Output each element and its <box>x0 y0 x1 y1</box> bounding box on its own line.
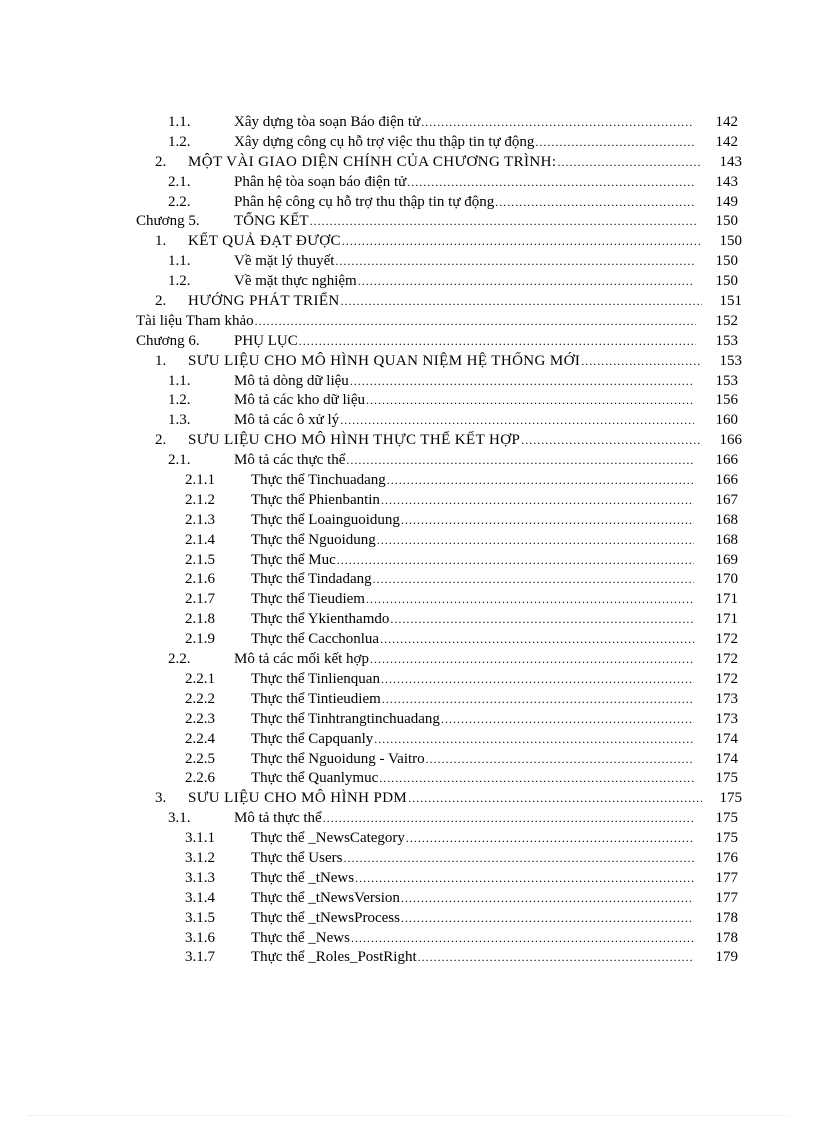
toc-entry-title-line <box>234 173 694 193</box>
toc-entry-page-number: 143 <box>715 173 738 190</box>
toc-entry-title: Thực thể Tindadang <box>251 571 372 588</box>
toc-entry-title: Mô tả các ô xử lý <box>234 412 340 429</box>
toc-entry-title: Thực thể _tNewsVersion <box>251 889 400 906</box>
toc-leader-dots <box>556 153 702 173</box>
toc-entry-title-line <box>234 133 694 153</box>
toc-leader-dots <box>406 173 694 193</box>
toc-entry-title: Thực thể Tinchuadang <box>251 472 386 489</box>
toc-leader-dots <box>420 113 694 133</box>
toc-leader-dots <box>379 630 694 650</box>
toc-entry-title: Thực thể Tintieudiem <box>251 690 381 707</box>
toc-leader-dots <box>400 889 694 909</box>
toc-entry-number: 2.1.1 <box>185 472 215 489</box>
toc-entry-page-number: 178 <box>715 929 738 946</box>
toc-entry-page-number: 150 <box>719 233 742 250</box>
toc-entry-number: 2.2.5 <box>185 750 215 767</box>
toc-entry-number: 2. <box>155 153 167 170</box>
toc-leader-dots <box>322 809 694 829</box>
toc-leader-dots <box>350 929 694 949</box>
toc-entry-page-number: 168 <box>715 531 738 548</box>
toc-entry-title-line <box>251 909 694 929</box>
toc-leader-dots <box>365 590 694 610</box>
toc-entry-page-number: 168 <box>715 511 738 528</box>
toc-entry <box>0 551 816 571</box>
toc-entry-title: Xây dựng công cụ hỗ trợ việc thu thập tin tự động <box>234 133 535 150</box>
toc-entry-title: Về mặt lý thuyết <box>234 253 335 270</box>
toc-entry-title: Thực thể _NewsCategory <box>251 830 405 847</box>
toc-leader-dots <box>534 133 694 153</box>
toc-entry-page-number: 175 <box>715 830 738 847</box>
toc-entry-page-number: 178 <box>715 909 738 926</box>
toc-entry-page-number: 166 <box>715 472 738 489</box>
toc-entry-title: Thực thể _Roles_PostRight <box>251 949 417 966</box>
toc-leader-dots <box>254 312 696 332</box>
toc-entry-title-line <box>188 431 702 451</box>
toc-leader-dots <box>357 272 694 292</box>
toc-entry-number: 2. <box>155 293 167 310</box>
toc-entry-number: 1.2. <box>168 273 191 290</box>
toc-entry-title: Thực thể _tNews <box>251 869 355 886</box>
toc-entry-title-line <box>234 391 694 411</box>
toc-entry-page-number: 176 <box>715 849 738 866</box>
toc-entry-page-number: 169 <box>715 551 738 568</box>
toc-entry-title-line <box>234 252 694 272</box>
toc-entry-title-line <box>251 610 694 630</box>
toc-leader-dots <box>339 411 694 431</box>
toc-entry-number: Chương 5. <box>136 213 200 230</box>
toc-entry-page-number: 173 <box>715 710 738 727</box>
toc-leader-dots <box>407 789 702 809</box>
toc-entry <box>0 829 816 849</box>
toc-entry <box>0 292 816 312</box>
toc-leader-dots <box>380 670 694 690</box>
toc-entry-title: Thực thể Tinlienquan <box>251 670 380 687</box>
toc-entry-number: 1. <box>155 233 167 250</box>
toc-entry-title: Về mặt thực nghiệm <box>234 273 357 290</box>
toc-entry-page-number: 166 <box>719 432 742 449</box>
toc-entry-title: Thực thể Loainguoidung <box>251 511 400 528</box>
toc-entry <box>0 352 816 372</box>
toc-entry <box>0 730 816 750</box>
toc-entry <box>0 232 816 252</box>
toc-entry-title: Thực thể Muc <box>251 551 336 568</box>
toc-entry-title-line <box>234 332 696 352</box>
toc-entry-title-line <box>234 451 694 471</box>
toc-entry-title: Phân hệ công cụ hỗ trợ thu thập tin tự động <box>234 193 495 210</box>
toc-entry-page-number: 152 <box>715 312 738 329</box>
toc-leader-dots <box>349 372 694 392</box>
toc-entry-title-line <box>251 929 694 949</box>
toc-entry-title-line <box>188 232 702 252</box>
toc-entry-number: 2.2. <box>168 651 191 668</box>
toc-leader-dots <box>376 531 694 551</box>
toc-leader-dots <box>400 909 694 929</box>
toc-entry-number: 2.1.6 <box>185 571 215 588</box>
toc-entry-title-line <box>251 531 694 551</box>
toc-entry-title-line <box>251 690 694 710</box>
toc-entry-title-line <box>251 570 694 590</box>
toc-entry-number: 2.2.6 <box>185 770 215 787</box>
toc-entry-title: Thực thể Ykienthamdo <box>251 611 390 628</box>
toc-entry-page-number: 167 <box>715 491 738 508</box>
toc-entry-number: 1.2. <box>168 133 191 150</box>
toc-entry <box>0 650 816 670</box>
toc-leader-dots <box>425 750 694 770</box>
toc-entry <box>0 272 816 292</box>
toc-entry <box>0 372 816 392</box>
toc-entry <box>0 113 816 133</box>
toc-entry-number: 1.3. <box>168 412 191 429</box>
toc-entry-number: 3. <box>155 790 167 807</box>
toc-entry-page-number: 160 <box>715 412 738 429</box>
toc-entry-title-line <box>251 750 694 770</box>
toc-entry <box>0 193 816 213</box>
toc-leader-dots <box>380 491 694 511</box>
toc-entry-page-number: 172 <box>715 670 738 687</box>
toc-entry <box>0 789 816 809</box>
toc-entry-number: 2.2.3 <box>185 710 215 727</box>
toc-entry <box>0 252 816 272</box>
toc-entry-title-line <box>234 212 696 232</box>
toc-entry <box>0 929 816 949</box>
toc-entry-page-number: 142 <box>715 133 738 150</box>
toc-entry-title-line <box>251 511 694 531</box>
toc-entry-title-line <box>234 272 694 292</box>
toc-leader-dots <box>342 849 694 869</box>
toc-entry-title: SƯU LIỆU CHO MÔ HÌNH PDM <box>188 790 408 807</box>
toc-entry-title: MỘT VÀI GIAO DIỆN CHÍNH CỦA CHƯƠNG TRÌNH: <box>188 153 557 170</box>
toc-leader-dots <box>417 948 694 968</box>
toc-entry-title: Thực thể Cacchonlua <box>251 631 380 648</box>
toc-leader-dots <box>386 471 694 491</box>
toc-entry-page-number: 175 <box>715 770 738 787</box>
toc-entry-page-number: 172 <box>715 631 738 648</box>
toc-entry <box>0 750 816 770</box>
toc-entry <box>0 312 816 332</box>
toc-entry <box>0 610 816 630</box>
toc-entry <box>0 391 816 411</box>
toc-entry-number: 2.1. <box>168 452 191 469</box>
toc-leader-dots <box>389 610 694 630</box>
toc-entry-title-line <box>251 730 694 750</box>
toc-entry-number: 2.2.1 <box>185 670 215 687</box>
toc-entry <box>0 889 816 909</box>
toc-leader-dots <box>580 352 702 372</box>
toc-entry-title-line <box>251 769 694 789</box>
toc-entry-title: Thực thể Users <box>251 849 343 866</box>
toc-leader-dots <box>336 551 694 571</box>
toc-leader-dots <box>365 391 694 411</box>
toc-entry-title-line <box>251 889 694 909</box>
toc-entry <box>0 909 816 929</box>
toc-entry-number: 2. <box>155 432 167 449</box>
toc-entry-title: Thực thể Capquanly <box>251 730 374 747</box>
toc-entry-number: 2.1.4 <box>185 531 215 548</box>
toc-entry <box>0 531 816 551</box>
toc-entry-number: 3.1.2 <box>185 849 215 866</box>
toc-leader-dots <box>369 650 694 670</box>
toc-entry-page-number: 172 <box>715 651 738 668</box>
toc-entry-number: 1. <box>155 352 167 369</box>
toc-entry-page-number: 143 <box>719 153 742 170</box>
toc-entry <box>0 511 816 531</box>
toc-entry-title-line <box>188 352 702 372</box>
toc-entry-number: 3.1.1 <box>185 830 215 847</box>
toc-entry-page-number: 170 <box>715 571 738 588</box>
toc-entry <box>0 411 816 431</box>
toc-leader-dots <box>378 769 694 789</box>
toc-entry-title: Thực thể Tieudiem <box>251 591 365 608</box>
toc-entry-page-number: 171 <box>715 611 738 628</box>
toc-entry <box>0 690 816 710</box>
toc-leader-dots <box>440 710 694 730</box>
toc-entry <box>0 173 816 193</box>
toc-entry <box>0 153 816 173</box>
toc-entry-number: 2.2.2 <box>185 690 215 707</box>
toc-entry-page-number: 151 <box>719 293 742 310</box>
toc-entry-title: Mô tả dòng dữ liệu <box>234 372 349 389</box>
toc-entry <box>0 809 816 829</box>
toc-entry-number: 2.1.8 <box>185 611 215 628</box>
toc-entry-title-line <box>234 372 694 392</box>
toc-entry <box>0 630 816 650</box>
toc-entry-title: KẾT QUẢ ĐẠT ĐƯỢC <box>188 233 341 250</box>
toc-leader-dots <box>334 252 694 272</box>
toc-entry-number: 2.1.2 <box>185 491 215 508</box>
toc-entry-page-number: 150 <box>715 253 738 270</box>
toc-entry-title-line <box>251 670 694 690</box>
toc-entry-title: Tài liệu Tham khảo <box>136 312 254 329</box>
toc-entry-page-number: 174 <box>715 750 738 767</box>
toc-entry-title-line <box>188 153 702 173</box>
toc-entry-number: 3.1. <box>168 810 191 827</box>
toc-entry-title-line <box>251 551 694 571</box>
toc-leader-dots <box>341 232 702 252</box>
toc-entry-title: HƯỚNG PHÁT TRIỂN <box>188 293 340 310</box>
toc-leader-dots <box>373 730 694 750</box>
toc-leader-dots <box>309 212 696 232</box>
toc-entry <box>0 471 816 491</box>
toc-entry <box>0 670 816 690</box>
toc-entry-title: SƯU LIỆU CHO MÔ HÌNH THỰC THỂ KẾT HỢP <box>188 432 521 449</box>
toc-entry <box>0 869 816 889</box>
toc-entry-title: Thực thể Phienbantin <box>251 491 380 508</box>
toc-entry-number: 3.1.5 <box>185 909 215 926</box>
toc-leader-dots <box>372 570 694 590</box>
toc-entry-title: TỔNG KẾT <box>234 213 309 230</box>
page-bottom-dotted-rule <box>28 1115 788 1117</box>
toc-entry-title: PHỤ LỤC <box>234 332 298 349</box>
toc-entry-number: 1.1. <box>168 114 191 130</box>
toc-entry-page-number: 166 <box>715 452 738 469</box>
toc-entry-number: 3.1.4 <box>185 889 215 906</box>
toc-entry-number: 3.1.3 <box>185 869 215 886</box>
toc-entry-title-line <box>251 849 694 869</box>
toc-entry-number: 1.1. <box>168 372 191 389</box>
toc-entry-title-line <box>136 312 696 332</box>
toc-entry-title: Thực thể Nguoidung <box>251 531 376 548</box>
toc-entry <box>0 133 816 153</box>
toc-leader-dots <box>494 193 694 213</box>
toc-entry-title: Phân hệ tòa soạn báo điện tử <box>234 173 407 190</box>
toc-entry <box>0 710 816 730</box>
toc-entry-title-line <box>234 193 694 213</box>
toc-entry-page-number: 142 <box>715 114 738 130</box>
toc-entry-number: 1.2. <box>168 392 191 409</box>
toc-entry-title-line <box>188 789 702 809</box>
toc-entry-title: Thực thể _tNewsProcess <box>251 909 400 926</box>
toc-entry <box>0 332 816 352</box>
toc-entry-title: Thực thể Nguoidung - Vaitro <box>251 750 425 767</box>
toc-entry-number: Chương 6. <box>136 332 200 349</box>
toc-entry-number: 2.1. <box>168 173 191 190</box>
toc-entry-title-line <box>251 948 694 968</box>
toc-entry-number: 2.2.4 <box>185 730 215 747</box>
toc-entry-title: Mô tả thực thể <box>234 810 322 827</box>
toc-entry-page-number: 150 <box>715 213 738 230</box>
toc-entry-number: 2.2. <box>168 193 191 210</box>
toc-leader-dots <box>340 292 702 312</box>
toc-entry-title-line <box>251 869 694 889</box>
toc-entry-page-number: 173 <box>715 690 738 707</box>
toc-entry <box>0 570 816 590</box>
toc-entry-page-number: 179 <box>715 949 738 966</box>
toc-entry-title: Thực thể Quanlymuc <box>251 770 379 787</box>
toc-entry-page-number: 175 <box>715 810 738 827</box>
toc-leader-dots <box>381 690 694 710</box>
toc-entry-page-number: 156 <box>715 392 738 409</box>
toc-entry-page-number: 175 <box>719 790 742 807</box>
toc-entry <box>0 431 816 451</box>
toc-entry-page-number: 149 <box>715 193 738 210</box>
toc-entry-page-number: 150 <box>715 273 738 290</box>
toc-entry-title-line <box>234 411 694 431</box>
toc-leader-dots <box>405 829 694 849</box>
toc-entry-number: 2.1.7 <box>185 591 215 608</box>
toc-entry-page-number: 171 <box>715 591 738 608</box>
toc-entry-title-line <box>251 710 694 730</box>
toc-leader-dots <box>520 431 702 451</box>
toc-entry-title: Thực thể Tinhtrangtinchuadang <box>251 710 440 727</box>
toc-entry-page-number: 174 <box>715 730 738 747</box>
toc-entry-title-line <box>234 113 694 133</box>
toc-entry-number: 3.1.7 <box>185 949 215 966</box>
toc-entry-number: 2.1.5 <box>185 551 215 568</box>
toc-entry-title: Mô tả các mối kết hợp <box>234 651 369 668</box>
toc-entry-number: 1.1. <box>168 253 191 270</box>
toc-entry-title: Mô tả các kho dữ liệu <box>234 392 366 409</box>
toc-entry-page-number: 177 <box>715 869 738 886</box>
toc-entry <box>0 769 816 789</box>
toc-entry-page-number: 153 <box>715 372 738 389</box>
toc-entry-title-line <box>251 630 694 650</box>
table-of-contents <box>0 113 816 968</box>
toc-leader-dots <box>400 511 694 531</box>
toc-entry-title-line <box>251 471 694 491</box>
toc-entry-title: SƯU LIỆU CHO MÔ HÌNH QUAN NIỆM HỆ THỐNG MỚI <box>188 352 581 369</box>
toc-entry-page-number: 153 <box>715 332 738 349</box>
toc-entry-title-line <box>234 650 694 670</box>
toc-leader-dots <box>354 869 694 889</box>
toc-leader-dots <box>345 451 694 471</box>
toc-entry-page-number: 177 <box>715 889 738 906</box>
toc-entry-title-line <box>251 829 694 849</box>
toc-entry-title-line <box>251 590 694 610</box>
toc-entry <box>0 451 816 471</box>
toc-entry-title-line <box>188 292 702 312</box>
toc-leader-dots <box>298 332 696 352</box>
toc-entry <box>0 491 816 511</box>
toc-entry-title: Mô tả các thực thể <box>234 452 346 469</box>
toc-entry-title: Xây dựng tòa soạn Báo điện tử <box>234 114 421 130</box>
toc-entry <box>0 948 816 968</box>
toc-entry <box>0 849 816 869</box>
toc-entry-title-line <box>234 809 694 829</box>
toc-entry-number: 2.1.3 <box>185 511 215 528</box>
toc-entry <box>0 212 816 232</box>
toc-entry-number: 3.1.6 <box>185 929 215 946</box>
toc-entry-number: 2.1.9 <box>185 631 215 648</box>
toc-entry-title: Thực thể _News <box>251 929 350 946</box>
toc-entry-title-line <box>251 491 694 511</box>
toc-entry-page-number: 153 <box>719 352 742 369</box>
toc-entry <box>0 590 816 610</box>
